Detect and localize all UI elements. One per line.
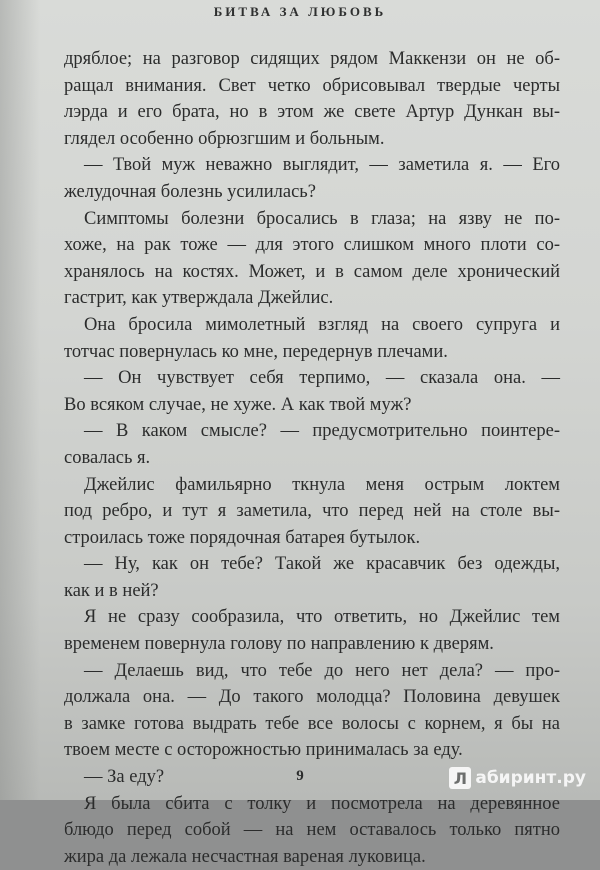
text-line: — Он чувствует себя терпимо, — сказала она. — [84,368,560,389]
text-line: — Делаешь вид, что тебе до него нет дела? — про- [84,660,560,681]
text-line: совалась я. [64,447,151,468]
watermark-text: абиринт.ру [475,768,586,788]
text-line: Во всяком случае, не хуже. А как твой муж? [64,394,412,415]
text-line: временем повернула голову по направлению к дверям. [64,634,494,655]
text-line: в замке готова выдрать тебе все волосы с корнем, я бы на [64,713,560,734]
text-line: гастрит, как утверждала Джейлис. [64,288,334,309]
text-line: тотчас повернулась ко мне, передернув плечами. [64,341,448,362]
page-number: 9 [296,768,304,784]
text-line: должала она. — До такого молодца? Половина девушек [64,687,560,708]
text-line: — Твой муж неважно выглядит, — заметила я. — Его [84,155,560,176]
text-line: твоем месте с осторожностью принималась за еду. [64,740,463,761]
text-line: ращал внимания. Свет четко обрисовывал твердые черты [64,75,560,96]
text-line: Симптомы болезни бросались в глаза; на язву не по- [84,208,560,229]
watermark [449,766,586,790]
text-line: хранялось на костях. Может, и в самом деле хронический [64,261,560,282]
text-line: — В каком смысле? — предусмотрительно поинтере- [84,421,560,442]
page-edge-shadow [0,0,40,800]
text-line: Джейлис фамильярно ткнула меня острым локтем [84,474,560,495]
text-line: — Ну, как он тебе? Такой же красавчик без одежды, [84,554,560,575]
text-line: — За еду? [84,767,165,788]
text-line: как и в ней? [64,580,159,601]
text-line: жира да лежала несчастная вареная луковица. [64,846,426,867]
text-line: под ребро, и тут я заметила, что перед ней на столе вы- [64,501,560,522]
text-line: желудочная болезнь усилилась? [64,181,316,202]
text-line: глядел особенно обрюзгшим и больным. [64,128,385,149]
text-line: лэрда и его брата, но в этом же свете Артур Дункан вы- [64,102,560,123]
text-line: Она бросила мимолетный взгляд на своего супруга и [84,314,560,335]
text-line: Я была сбита с толку и посмотрела на деревянное [84,793,560,814]
labirint-logo-icon: Л [449,767,471,789]
text-line: дряблое; на разговор сидящих рядом Маккензи он не об- [64,49,560,69]
body-text [64,46,560,870]
running-head: БИТВА ЗА ЛЮБОВЬ [213,4,387,19]
text-line: блюдо перед собой — на нем оставалось только пятно [64,820,560,841]
text-line: хоже, на рак тоже — для этого слишком много плоти со- [64,235,560,256]
text-line: строилась тоже порядочная батарея бутылок. [64,527,421,548]
text-line: Я не сразу сообразила, что ответить, но Джейлис тем [84,607,560,628]
